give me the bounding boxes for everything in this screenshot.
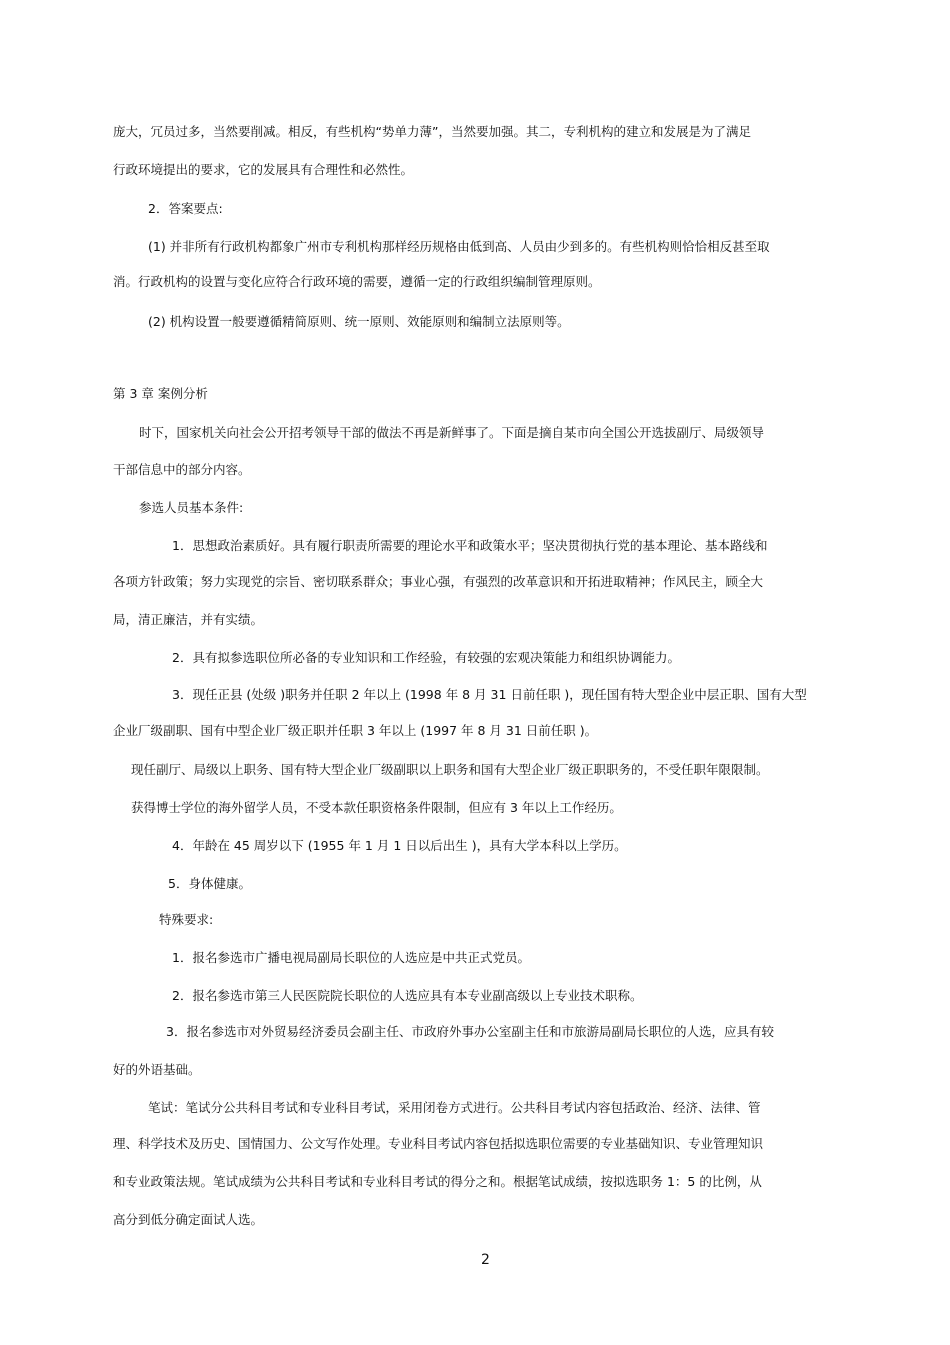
- text-line: 3．报名参选市对外贸易经济委员会副主任、市政府外事办公室副主任和市旅游局副局长职位的人选，应具有较: [166, 1024, 774, 1039]
- text-line: 2．答案要点:: [148, 201, 223, 216]
- text-line: 和专业政策法规。笔试成绩为公共科目考试和专业科目考试的得分之和。根据笔试成绩，按拟选职务 1：5 的比例，从: [113, 1174, 762, 1189]
- text-line: 4．年龄在 45 周岁以下 (1955 年 1 月 1 日以后出生 )，具有大学本科以上学历。: [172, 838, 627, 853]
- text-line: 获得博士学位的海外留学人员，不受本款任职资格条件限制，但应有 3 年以上工作经历。: [131, 800, 622, 815]
- text-line: 时下，国家机关向社会公开招考领导干部的做法不再是新鲜事了。下面是摘自某市向全国公开选拔副厅、局级领导: [139, 425, 765, 440]
- text-line: 好的外语基础。: [113, 1062, 201, 1077]
- text-line: 企业厂级副职、国有中型企业厂级正职并任职 3 年以上 (1997 年 8 月 31 日前任职 )。: [113, 723, 598, 738]
- text-line: 现任副厅、局级以上职务、国有特大型企业厂级副职以上职务和国有大型企业厂级正职职务的，不受任职年限限制。: [131, 762, 769, 777]
- text-line: (2) 机构设置一般要遵循精简原则、统一原则、效能原则和编制立法原则等。: [148, 314, 570, 329]
- text-line: 消。行政机构的设置与变化应符合行政环境的需要，遵循一定的行政组织编制管理原则。: [113, 274, 601, 289]
- page-number: 2: [481, 1252, 490, 1268]
- text-line: 5．身体健康。: [168, 876, 251, 891]
- chapter-heading: 第 3 章 案例分析: [113, 386, 208, 401]
- text-line: 2．具有拟参选职位所必备的专业知识和工作经验，有较强的宏观决策能力和组织协调能力。: [172, 650, 680, 665]
- text-line: 理、科学技术及历史、国情国力、公文写作处理。专业科目考试内容包括拟选职位需要的专业基础知识、专业管理知识: [113, 1136, 764, 1151]
- text-line: 笔试：笔试分公共科目考试和专业科目考试，采用闭卷方式进行。公共科目考试内容包括政治、经济、法律、管: [148, 1100, 761, 1115]
- text-line: 各项方针政策；努力实现党的宗旨、密切联系群众；事业心强，有强烈的改革意识和开拓进取精神；作风民主，顾全大: [113, 574, 764, 589]
- text-line: (1) 并非所有行政机构都象广州市专利机构那样经历规格由低到高、人员由少到多的。有些机构则恰恰相反甚至取: [148, 239, 770, 254]
- text-line: 特殊要求:: [159, 912, 214, 927]
- text-line: 局，清正廉洁，并有实绩。: [113, 612, 264, 627]
- text-line: 行政环境提出的要求，它的发展具有合理性和必然性。: [113, 162, 414, 177]
- text-line: 1．报名参选市广播电视局副局长职位的人选应是中共正式党员。: [172, 950, 530, 965]
- text-line: 干部信息中的部分内容。: [113, 462, 251, 477]
- text-line: 参选人员基本条件:: [139, 500, 244, 515]
- text-line: 庞大，冗员过多，当然要削减。相反，有些机构“势单力薄”，当然要加强。其二，专利机构的建立和发展是为了满足: [113, 124, 751, 139]
- text-line: 高分到低分确定面试人选。: [113, 1212, 264, 1227]
- text-line: 2．报名参选市第三人民医院院长职位的人选应具有本专业副高级以上专业技术职称。: [172, 988, 643, 1003]
- text-line: 3．现任正县 (处级 )职务并任职 2 年以上 (1998 年 8 月 31 日前任职 )，现任国有特大型企业中层正职、国有大型: [172, 687, 807, 702]
- text-line: 1．思想政治素质好。具有履行职责所需要的理论水平和政策水平；坚决贯彻执行党的基本理论、基本路线和: [172, 538, 768, 553]
